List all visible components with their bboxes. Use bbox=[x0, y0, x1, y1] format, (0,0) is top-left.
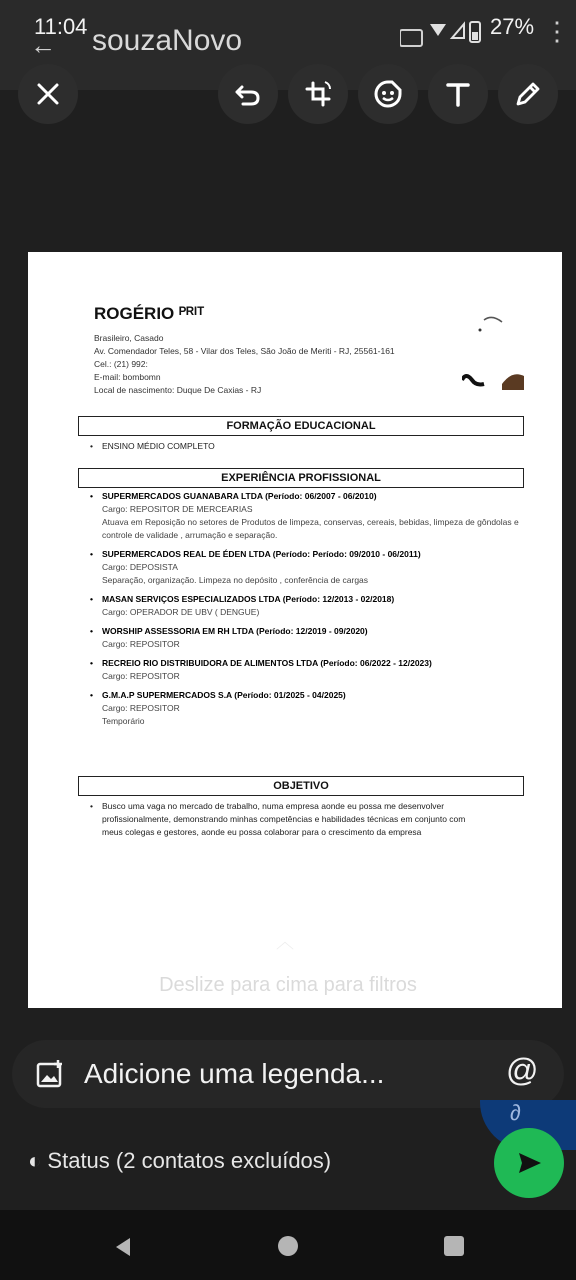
info-line: E-mail: bombomn bbox=[94, 372, 161, 382]
sticker-icon bbox=[373, 79, 403, 109]
experience-title: • RECREIO RIO DISTRIBUIDORA DE ALIMENTOS LTDA (Período: 06/2022 - 12/2023) bbox=[90, 657, 530, 670]
experience-title: • SUPERMERCADOS REAL DE ÉDEN LTDA (Período: Período: 09/2010 - 06/2011) bbox=[90, 548, 530, 561]
mention-icon[interactable]: @ bbox=[506, 1052, 539, 1088]
undo-icon bbox=[233, 79, 263, 109]
close-icon bbox=[33, 79, 63, 109]
send-button[interactable] bbox=[494, 1128, 564, 1198]
resume-info bbox=[94, 332, 395, 397]
status-recipients-label: Status (2 contatos excluídos) bbox=[47, 1148, 332, 1173]
resume-name: ROGÉRIO ᴾᴿᴵᵀ bbox=[94, 304, 205, 323]
send-icon bbox=[514, 1148, 544, 1178]
crop-rotate-icon bbox=[303, 79, 333, 109]
status-icons bbox=[400, 16, 490, 56]
experience-role: Cargo: REPOSITOR bbox=[102, 671, 180, 681]
experience-title: • SUPERMERCADOS GUANABARA LTDA (Período: 06/2007 - 06/2010) bbox=[90, 490, 530, 503]
experience-role: Cargo: REPOSITOR DE MERCEARIAS bbox=[102, 504, 253, 514]
experience-item bbox=[90, 657, 530, 683]
info-line: Local de nascimento: Duque De Caxias - RJ bbox=[94, 385, 262, 395]
section-title-education: FORMAÇÃO EDUCACIONAL bbox=[78, 416, 524, 436]
experience-item bbox=[90, 593, 530, 619]
navigation-bar bbox=[0, 1210, 576, 1280]
status-icon: ◐ bbox=[28, 1148, 42, 1173]
back-arrow-icon[interactable]: ← bbox=[30, 30, 56, 60]
undo-button[interactable] bbox=[218, 64, 278, 124]
nav-recents-icon[interactable] bbox=[444, 1236, 464, 1256]
list-item: • ENSINO MÉDIO COMPLETO bbox=[90, 440, 530, 453]
experience-item bbox=[90, 490, 530, 542]
education-list bbox=[90, 440, 530, 453]
info-line: Cel.: (21) 992: bbox=[94, 359, 148, 369]
profile-photo bbox=[462, 310, 526, 390]
more-options-icon[interactable]: ⋮ bbox=[544, 16, 570, 46]
experience-list bbox=[90, 490, 530, 734]
list-item: • Busco uma vaga no mercado de trabalho, numa empresa aonde eu possa me desenvolver profissionalmente, demonstrando minhas competências e habilidades técnicas em conjunto com meus colegas e gestores, aonde eu possa colaborar para o crescimento da empresa bbox=[90, 800, 480, 839]
draw-button[interactable] bbox=[498, 64, 558, 124]
add-media-icon[interactable] bbox=[36, 1060, 64, 1088]
caption-bar bbox=[12, 1040, 564, 1108]
experience-title: • G.M.A.P SUPERMERCADOS S.A (Período: 01/2025 - 04/2025) bbox=[90, 689, 530, 702]
experience-role: Cargo: DEPOSISTA bbox=[102, 562, 178, 572]
objective-list bbox=[90, 800, 480, 839]
swipe-hint: Deslize para cima para filtros bbox=[159, 974, 417, 996]
nav-back-icon[interactable] bbox=[112, 1236, 134, 1258]
battery-percent: 27% bbox=[490, 14, 535, 39]
chat-name: souzaNovo bbox=[92, 24, 243, 57]
close-button[interactable] bbox=[18, 64, 78, 124]
experience-desc: Atuava em Reposição no setores de Produtos de limpeza, conservas, cereais, bebidas, limpeza de gôndolas e controle de validade , arrumação e separação. bbox=[102, 517, 519, 540]
pencil-icon bbox=[513, 79, 543, 109]
info-line: Av. Comendador Teles, 58 - Vilar dos Teles, São João de Meriti - RJ, 25561-161 bbox=[94, 346, 395, 356]
experience-item bbox=[90, 625, 530, 651]
experience-desc: Separação, organização. Limpeza no depósito , conferência de cargas bbox=[102, 575, 369, 585]
experience-role: Cargo: OPERADOR DE UBV ( DENGUE) bbox=[102, 607, 260, 617]
document-preview[interactable] bbox=[28, 252, 562, 1008]
status-recipients[interactable] bbox=[28, 1148, 331, 1174]
experience-role: Cargo: REPOSITOR bbox=[102, 703, 180, 713]
experience-role: Cargo: REPOSITOR bbox=[102, 639, 180, 649]
experience-desc: Temporário bbox=[102, 716, 145, 726]
experience-item bbox=[90, 689, 530, 728]
nav-home-icon[interactable] bbox=[278, 1236, 298, 1256]
caption-input[interactable] bbox=[84, 1054, 474, 1094]
experience-title: • MASAN SERVIÇOS ESPECIALIZADOS LTDA (Período: 12/2013 - 02/2018) bbox=[90, 593, 530, 606]
info-line: Brasileiro, Casado bbox=[94, 333, 164, 343]
crop-rotate-button[interactable] bbox=[288, 64, 348, 124]
clock: 11:04 bbox=[34, 14, 88, 39]
text-button[interactable] bbox=[428, 64, 488, 124]
section-title-experience: EXPERIÊNCIA PROFISSIONAL bbox=[78, 468, 524, 488]
experience-title: • WORSHIP ASSESSORIA EM RH LTDA (Período: 12/2019 - 09/2020) bbox=[90, 625, 530, 638]
view-once-icon: ∂ bbox=[510, 1100, 521, 1125]
text-icon bbox=[443, 79, 473, 109]
experience-item bbox=[90, 548, 530, 587]
chevron-up-icon: ︿ bbox=[276, 932, 294, 952]
edit-toolbar bbox=[0, 64, 576, 130]
status-bar bbox=[0, 0, 576, 60]
section-title-objective: OBJETIVO bbox=[78, 776, 524, 796]
sticker-button[interactable] bbox=[358, 64, 418, 124]
